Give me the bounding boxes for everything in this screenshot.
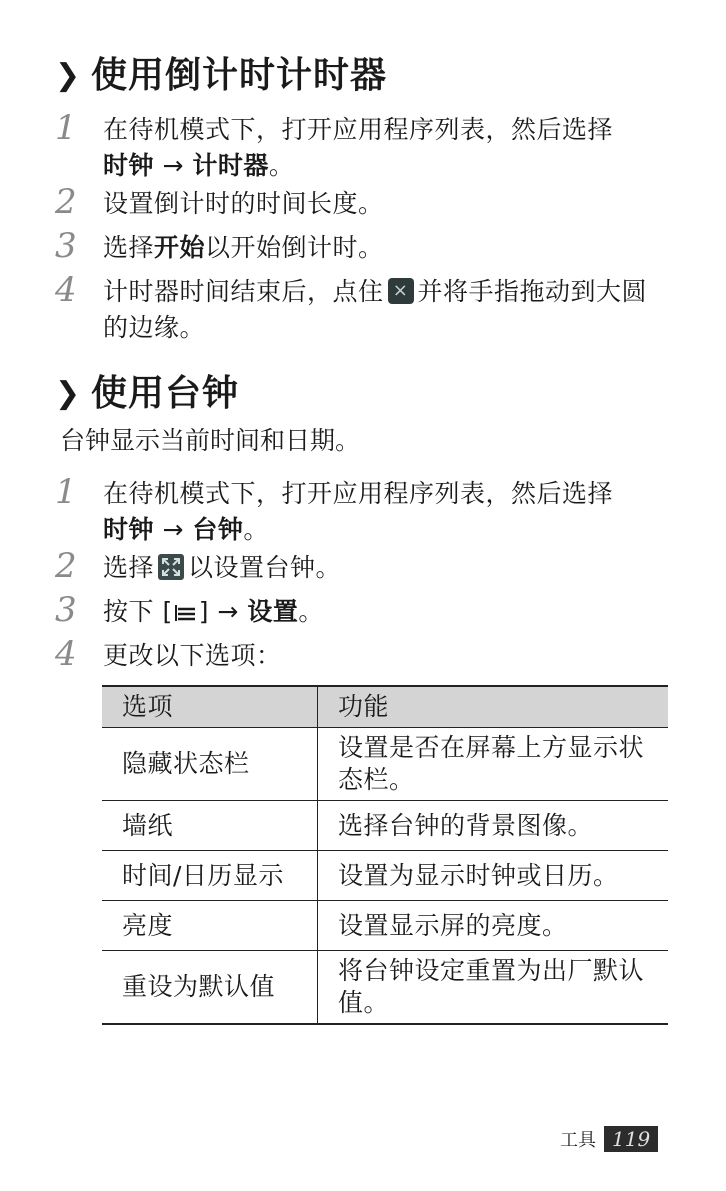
table-cell-function: 选择台钟的背景图像。 xyxy=(338,810,594,840)
table-header-row xyxy=(102,686,668,728)
section-title-countdown: ❯ 使用倒计时计时器 xyxy=(55,55,388,96)
table-cell-option: 亮度 xyxy=(102,901,318,951)
table-row xyxy=(102,728,668,801)
options-table xyxy=(102,685,668,1025)
chevron-right-icon: ❯ xyxy=(55,58,82,93)
section-title-desk-clock: ❯ 使用台钟 xyxy=(55,373,240,414)
table-cell-function: 设置显示屏的亮度。 xyxy=(338,910,568,940)
table-cell-option: 重设为默认值 xyxy=(102,951,318,1025)
page-number: 119 xyxy=(604,1126,658,1152)
table-header-function: 功能 xyxy=(338,692,390,721)
menu-icon xyxy=(175,597,197,633)
table-cell-option: 墙纸 xyxy=(102,801,318,851)
footer-section-name: 工具 xyxy=(560,1130,596,1151)
table-cell-function: 设置为显示时钟或日历。 xyxy=(338,860,619,890)
desk-clock-intro: 台钟显示当前时间和日期。 xyxy=(60,426,361,455)
table-row xyxy=(102,851,668,901)
chevron-right-icon: ❯ xyxy=(55,376,82,411)
table-row xyxy=(102,951,668,1025)
table-cell-function: 设置是否在屏幕上方显示状态栏。 xyxy=(338,733,645,794)
manual-page: ❯ 使用倒计时计时器 1 在待机模式下，打开应用程序列表，然后选择 时钟 → 计时器。 2 设置倒计时的时间长度。 3 选择开始以开始倒计时。 4 计时器时间结束后，点住× 并将手指拖动到大圆的边缘。 ❯ 使用台钟 台钟显示当前时间和日期。 1 在待机模式下，打开应用程序列表，然后选择 时钟 → 台钟。 2 选择 以设置台钟。 3 按下 [ ] → 设置。 4 更改以下选项： 选项 功能 隐藏状态栏 设置是否在屏幕上方显示状态栏。 墙纸 选择台钟的背景图像。 时间/日历显示 设置为显示时钟或日历。 亮度 设置显示屏的亮度。 重设为默认值 将台钟设定重置为出厂默认值。 工具 119 xyxy=(0,0,726,1191)
table-header-option: 选项 xyxy=(102,686,318,728)
table-cell-option: 隐藏状态栏 xyxy=(102,728,318,801)
table-row xyxy=(102,801,668,851)
expand-icon xyxy=(158,554,184,580)
table-cell-option: 时间/日历显示 xyxy=(102,851,318,901)
table-cell-function: 将台钟设定重置为出厂默认值。 xyxy=(338,956,645,1017)
close-icon xyxy=(388,278,414,304)
table-row xyxy=(102,901,668,951)
page-footer xyxy=(560,1124,658,1154)
